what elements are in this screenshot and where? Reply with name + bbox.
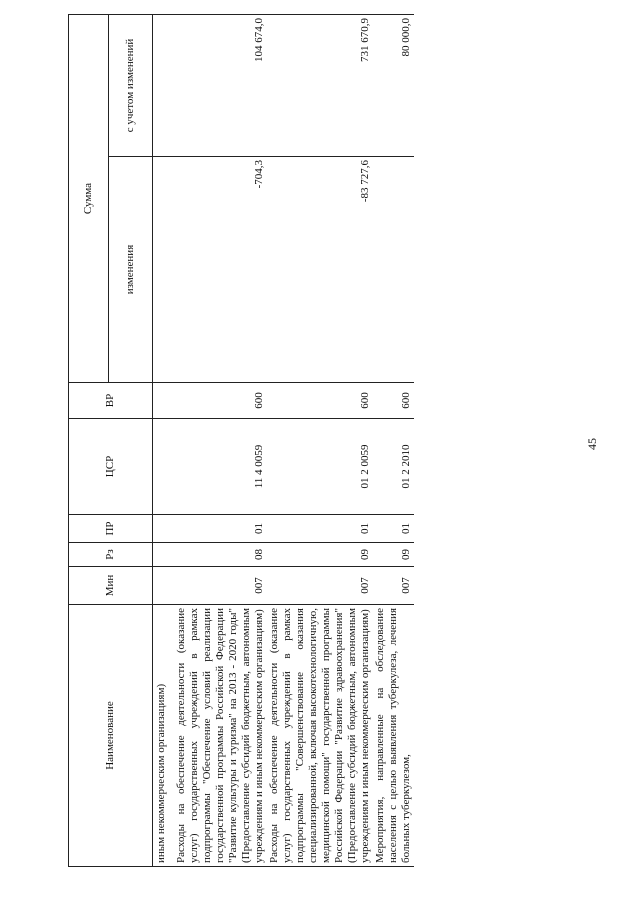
row-name: Мероприятия, направленные на обследование населения с целью выявления туберкулеза, лечения больных туберкулезом, [373,605,414,867]
header-pr: ПР [69,515,153,543]
row-rz: 09 [267,543,373,567]
page-number: 45 [585,438,599,450]
row-total: 731 670,9 [267,15,373,157]
row-vr: 600 [174,383,267,419]
row-name: Расходы на обеспечение деятельности (оказание услуг) государственных учреждений в рамках подпрограммы "Совершенствование оказания специализированной, включая высокотехнологичную, медицинской помощи" государственной программы Российской Федерации "Развитие здравоохранения" (Предоставление субсидий бюджетным, автономным учреждениям и иным некоммерческим организациям) [267,605,373,867]
row-csr: 01 2 0059 [267,419,373,515]
header-vr: ВР [69,383,153,419]
header-changes: изменения [109,157,153,383]
table-row [174,15,267,867]
row-change: -704,3 [174,157,267,383]
header-with-changes: с учетом изменений [109,15,153,157]
row-rz: 08 [174,543,267,567]
header-rz: Рз [69,543,153,567]
row-pr: 01 [373,515,414,543]
row-vr: 600 [373,383,414,419]
table-row-continuation [153,15,175,867]
header-min: Мин [69,567,153,605]
budget-table [68,14,414,867]
row-change [373,157,414,383]
header-csr: ЦСР [69,419,153,515]
row-min: 007 [267,567,373,605]
row-total: 80 000,0 [373,15,414,157]
header-sum: Сумма [69,15,109,383]
row-csr: 01 2 2010 [373,419,414,515]
row-total: 104 674,0 [174,15,267,157]
continuation-text: иным некоммерческим организациям) [153,605,175,867]
row-change: -83 727,6 [267,157,373,383]
table-row [373,15,414,867]
row-pr: 01 [267,515,373,543]
row-min: 007 [373,567,414,605]
row-name: Расходы на обеспечение деятельности (оказание услуг) государственных учреждений в рамках подпрограммы "Обеспечение условий реализации государственной программы Российской Федерации "Развитие культуры и туризма" на 2013 - 2020 годы" (Предоставление субсидий бюджетным, автономным учреждениям и иным некоммерческим организациям) [174,605,267,867]
table-header [69,15,153,867]
header-name: Наименование [69,605,153,867]
row-csr: 11 4 0059 [174,419,267,515]
row-min: 007 [174,567,267,605]
row-pr: 01 [174,515,267,543]
table-row [267,15,373,867]
row-vr: 600 [267,383,373,419]
row-rz: 09 [373,543,414,567]
